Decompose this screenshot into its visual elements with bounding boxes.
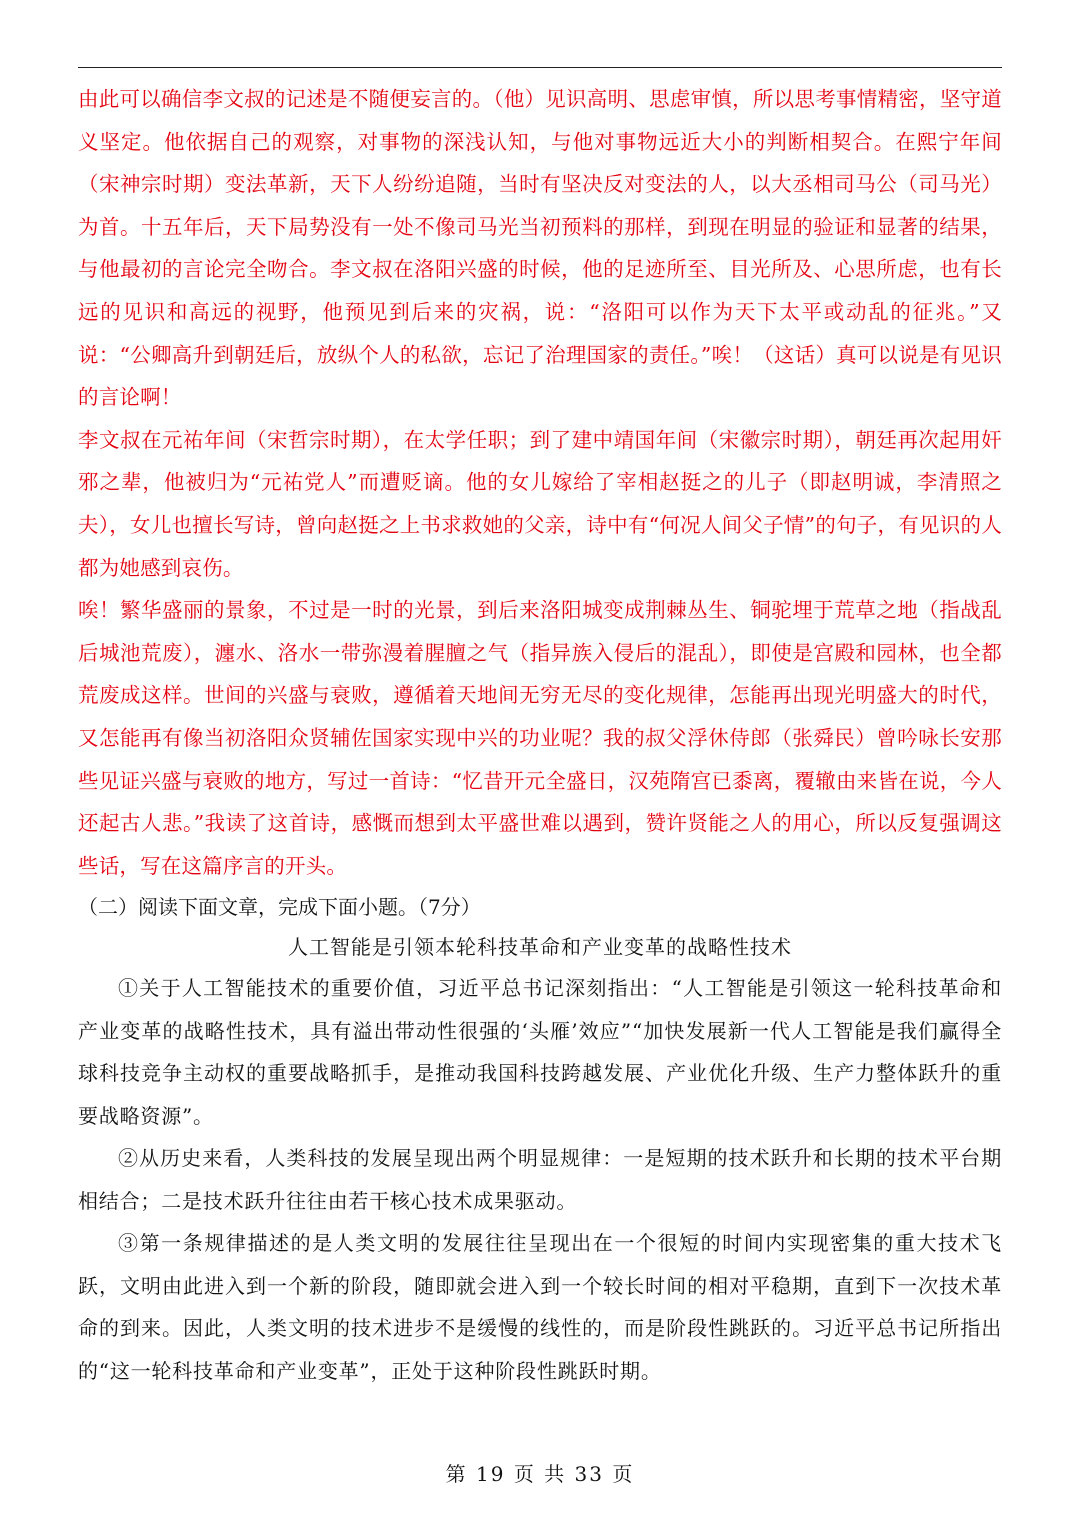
article-title: 人工智能是引领本轮科技革命和产业变革的战略性技术 <box>288 935 792 960</box>
answer-paragraph: 由此可以确信李文叔的记述是不随便妄言的。（他）见识高明、思虑审慎，所以思考事情精密，坚守道义坚定。他依据自己的观察，对事物的深浅认知，与他对事物远近大小的判断相契合。在熙宁年间（宋神宗时期）变法革新，天下人纷纷追随，当时有坚决反对变法的人，以大丞相司马公（司马光）为首。十五年后，天下局势没有一处不像司马光当初预料的那样，到现在明显的验证和显著的结果，与他最初的言论完全吻合。李文叔在洛阳兴盛的时候，他的足迹所至、目光所及、心思所虑，也有长远的见识和高远的视野，他预见到后来的灾祸，说：“洛阳可以作为天下太平或动乱的征兆。”又说：“公卿高升到朝廷后，放纵个人的私欲，忘记了治理国家的责任。”唉！（这话）真可以说是有见识的言论啊！ <box>78 87 1002 410</box>
article-paragraph: ②从历史来看，人类科技的发展呈现出两个明显规律：一是短期的技术跃升和长期的技术平台期相结合；二是技术跃升往往由若干核心技术成果驱动。 <box>78 1146 1002 1213</box>
article-paragraph: ①关于人工智能技术的重要价值，习近平总书记深刻指出：“人工智能是引领这一轮科技革命和产业变革的战略性技术，具有溢出带动性很强的‘头雁’效应”“加快发展新一代人工智能是我们赢得全球科技竞争主动权的重要战略抓手，是推动我国科技跨越发展、产业优化升级、生产力整体跃升的重要战略资源”。 <box>78 976 1002 1128</box>
header-rule <box>78 67 1002 68</box>
page-content <box>78 78 1002 1392</box>
answer-paragraph: 李文叔在元祐年间（宋哲宗时期），在太学任职；到了建中靖国年间（宋徽宗时期），朝廷再次起用奸邪之辈，他被归为“元祐党人”而遭贬谪。他的女儿嫁给了宰相赵挺之的儿子（即赵明诚，李清照之夫），女儿也擅长写诗，曾向赵挺之上书求救她的父亲，诗中有“何况人间父子情”的句子，有见识的人都为她感到哀伤。 <box>78 427 1002 580</box>
page-number-footer: 第 19 页 共 33 页 <box>445 1462 635 1486</box>
answer-paragraph: 唉！繁华盛丽的景象，不过是一时的光景，到后来洛阳城变成荆棘丛生、铜驼埋于荒草之地（指战乱后城池荒废），瀍水、洛水一带弥漫着腥膻之气（指异族入侵后的混乱），即使是宫殿和园林，也全都荒废成这样。世间的兴盛与衰败，遵循着天地间无穷无尽的变化规律，怎能再出现光明盛大的时代，又怎能再有像当初洛阳众贤辅佐国家实现中兴的功业呢？我的叔父浮休侍郎（张舜民）曾吟咏长安那些见证兴盛与衰败的地方，写过一首诗：“忆昔开元全盛日，汉苑隋宫已黍离，覆辙由来皆在说，今人还起古人悲。”我读了这首诗，感慨而想到太平盛世难以遇到，赞许贤能之人的用心，所以反复强调这些话，写在这篇序言的开头。 <box>78 598 1002 878</box>
article-paragraph: ③第一条规律描述的是人类文明的发展往往呈现出在一个很短的时间内实现密集的重大技术飞跃，文明由此进入到一个新的阶段，随即就会进入到一个较长时间的相对平稳期，直到下一次技术革命的到来。因此，人类文明的技术进步不是缓慢的线性的，而是阶段性跳跃的。习近平总书记所指出的“这一轮科技革命和产业变革”，正处于这种阶段性跳跃时期。 <box>78 1231 1002 1383</box>
question-header: （二）阅读下面文章，完成下面小题。（7分） <box>78 895 481 920</box>
